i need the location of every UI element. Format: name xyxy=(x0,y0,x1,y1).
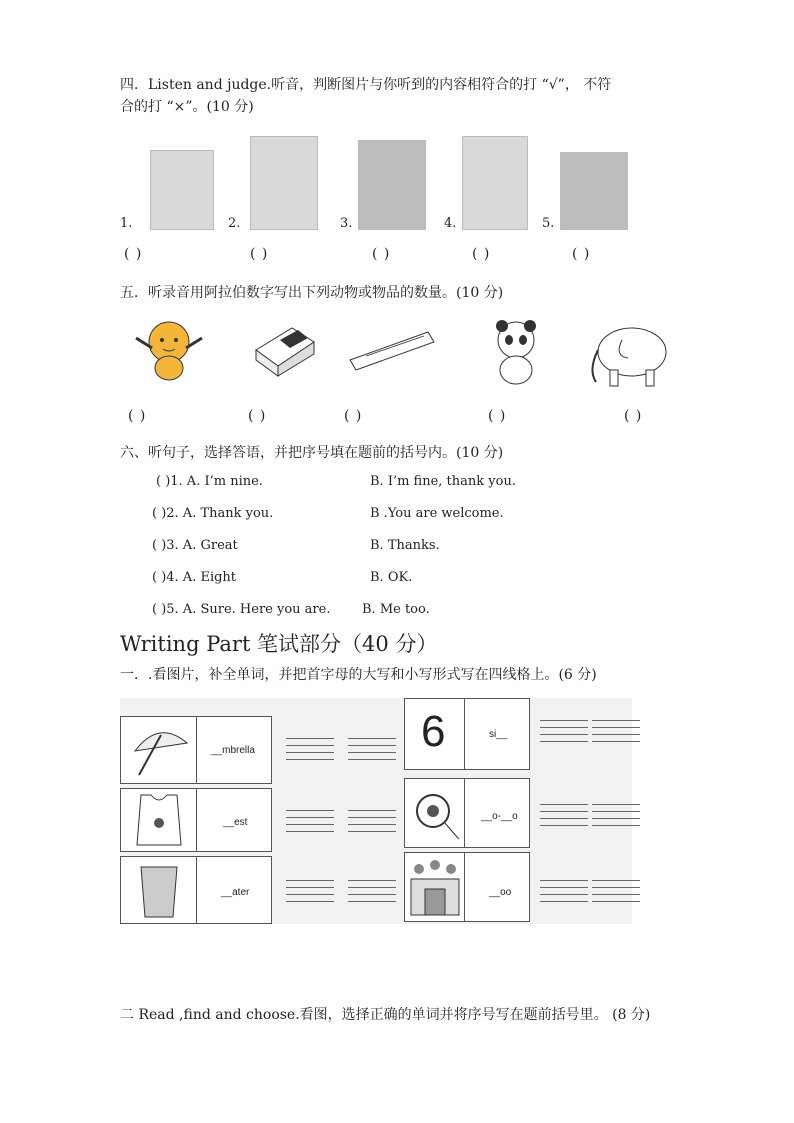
boy-glasses-picture-icon xyxy=(358,140,426,230)
four-line-grid[interactable] xyxy=(348,810,396,832)
six-picture-cell xyxy=(404,698,466,770)
panda-icon xyxy=(480,318,554,388)
part1-title: 一．.看图片，补全单词，并把首字母的大写和小写形式写在四线格上。(6 分) xyxy=(120,667,597,683)
boy-book-picture-icon xyxy=(250,136,318,230)
partial-word: __oo xyxy=(489,887,512,898)
answer-paren[interactable]: ( ) xyxy=(250,246,269,262)
four-line-grid[interactable] xyxy=(348,738,396,760)
answer-paren[interactable]: ( ) xyxy=(488,408,507,424)
zoo-gate-icon xyxy=(405,853,465,921)
eraser-icon xyxy=(250,320,320,378)
question-option-b: B. Thanks. xyxy=(370,538,440,553)
item-number: 3. xyxy=(340,216,353,231)
section4-title-line1: 四．Listen and judge.听音，判断图片与你听到的内容相符合的打 “√”， 不符 xyxy=(120,77,612,93)
answer-paren[interactable]: ( ) xyxy=(372,246,391,262)
section5-title: 五．听录音用阿拉伯数字写出下列动物或物品的数量。(10 分) xyxy=(120,285,504,301)
answer-paren[interactable]: ( ) xyxy=(128,408,147,424)
answer-paren[interactable]: ( ) xyxy=(624,408,643,424)
umbrella-picture-cell xyxy=(120,716,198,784)
four-line-grid[interactable] xyxy=(592,880,640,902)
word-cell xyxy=(464,778,530,848)
section6-title: 六、听句子，选择答语，并把序号填在题前的括号内。(10 分) xyxy=(120,445,504,461)
four-line-grid[interactable] xyxy=(592,804,640,826)
four-line-grid[interactable] xyxy=(348,880,396,902)
four-line-grid[interactable] xyxy=(540,804,588,826)
glass-of-water-icon xyxy=(121,857,197,923)
ruler-icon xyxy=(346,326,436,376)
partial-word: __ater xyxy=(221,887,250,898)
answer-paren[interactable]: ( ) xyxy=(344,408,363,424)
word-cell xyxy=(464,698,530,770)
vest-icon xyxy=(121,789,197,851)
question-option-a: ( )4. A. Eight xyxy=(152,570,237,585)
vest-picture-cell xyxy=(120,788,198,852)
question-option-a: ( )5. A. Sure. Here you are. xyxy=(152,602,331,617)
word-cell xyxy=(196,788,272,852)
item-number: 5. xyxy=(542,216,555,231)
girl-sitting-picture-icon xyxy=(560,152,628,230)
answer-paren[interactable]: ( ) xyxy=(248,408,267,424)
partial-word: __mbrella xyxy=(211,745,255,756)
partial-word: si__ xyxy=(489,729,508,740)
four-line-grid[interactable] xyxy=(540,880,588,902)
four-line-grid[interactable] xyxy=(286,880,334,902)
word-cell xyxy=(196,716,272,784)
tiger-icon xyxy=(126,318,212,382)
boy-card-picture-icon xyxy=(462,136,528,230)
question-option-b: B. I’m fine, thank you. xyxy=(370,474,516,489)
water-picture-cell xyxy=(120,856,198,924)
item-number: 1. xyxy=(120,216,133,231)
word-cell xyxy=(464,852,530,922)
writing-part-title: Writing Part 笔试部分（40 分） xyxy=(120,632,438,656)
question-option-a: ( )3. A. Great xyxy=(152,538,238,553)
answer-paren[interactable]: ( ) xyxy=(124,246,143,262)
zoo-picture-cell xyxy=(404,852,466,922)
part2-title: 二 Read ,find and choose.看图，选择正确的单词并将序号写在题前括号里。 (8 分) xyxy=(120,1007,651,1023)
umbrella-icon xyxy=(121,717,197,783)
four-line-grid[interactable] xyxy=(592,720,640,742)
yoyo-picture-cell xyxy=(404,778,466,848)
partial-word: __o-__o xyxy=(481,811,518,822)
question-option-a: ( )2. A. Thank you. xyxy=(152,506,274,521)
section4-title-line2: 合的打 “×”。(10 分) xyxy=(120,99,254,115)
four-line-grid[interactable] xyxy=(286,810,334,832)
four-line-grid[interactable] xyxy=(540,720,588,742)
four-line-grid[interactable] xyxy=(286,738,334,760)
question-option-b: B .You are welcome. xyxy=(370,506,504,521)
partial-word: __est xyxy=(223,817,248,828)
question-option-b: B. OK. xyxy=(370,570,413,585)
answer-paren[interactable]: ( ) xyxy=(472,246,491,262)
item-number: 2. xyxy=(228,216,241,231)
elephant-icon xyxy=(584,320,674,390)
six-numeral: 6 xyxy=(421,707,446,756)
item-number: 4. xyxy=(444,216,457,231)
question-option-b: B. Me too. xyxy=(362,602,430,617)
boy-picture-icon xyxy=(150,150,214,230)
word-cell xyxy=(196,856,272,924)
question-option-a: ( )1. A. I’m nine. xyxy=(156,474,263,489)
yoyo-icon xyxy=(405,779,465,847)
answer-paren[interactable]: ( ) xyxy=(572,246,591,262)
